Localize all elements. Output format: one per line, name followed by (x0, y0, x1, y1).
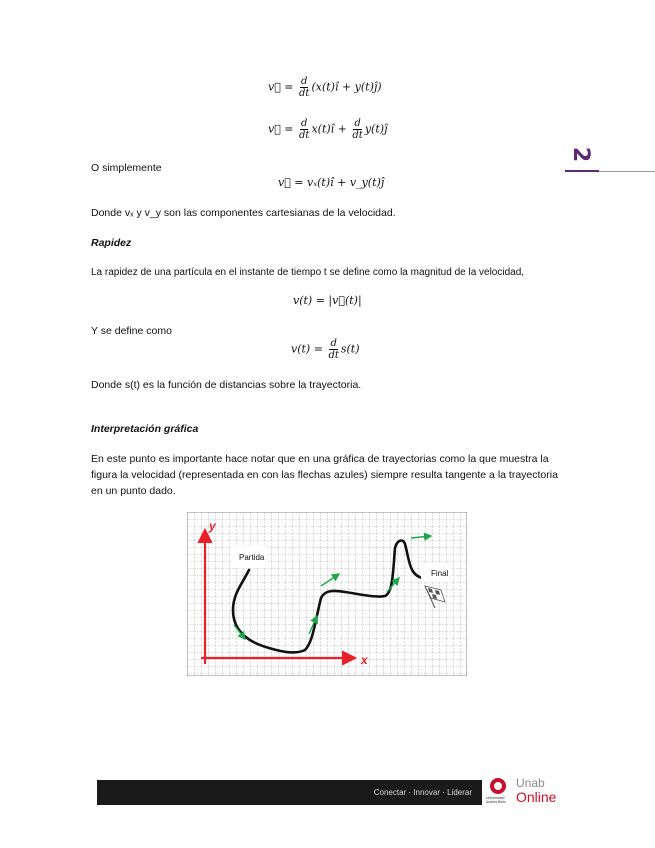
eq5-frac-den: dt (328, 350, 339, 361)
eq1-fraction (299, 76, 309, 99)
university-seal-icon (490, 778, 506, 794)
equation-speed-magnitude: v(t) = |v⃗(t)| (293, 294, 362, 307)
unab-online-logo (486, 776, 566, 810)
rapidez-definition-text: La rapidez de una partícula en el instante de tiempo t se define como la magnitud de la velocidad, (91, 267, 525, 278)
eq5-lhs: v(t) = (291, 342, 327, 356)
eq5-rhs: s(t) (340, 342, 360, 356)
eq2-frac1-den: dt (299, 130, 310, 141)
y-se-define-text: Y se define como (91, 325, 172, 337)
donde-vx-text: Donde vₓ y v_y son las componentes cartesianas de la velocidad. (91, 207, 396, 219)
trajectory-figure-svg (187, 512, 467, 676)
rapidez-heading: Rapidez (91, 237, 132, 249)
start-label: Partida (239, 553, 265, 562)
footer-bar (97, 780, 482, 805)
y-axis-label: y (209, 519, 216, 533)
eq2-frac2-den: dt (352, 130, 363, 141)
x-axis-label: x (361, 653, 368, 667)
eq2-mid: x(t)î + (311, 122, 351, 136)
end-label: Final (431, 569, 449, 578)
trajectory-figure (187, 512, 467, 676)
eq2-frac1-num: d (301, 118, 308, 129)
eq2-fraction-2 (352, 118, 362, 141)
page-number-rule (599, 171, 655, 172)
eq5-fraction (328, 338, 338, 361)
eq1-rhs: (x(t)î + y(t)ĵ) (311, 80, 382, 94)
eq2-rhs: y(t)ĵ (364, 122, 388, 136)
o-simplemente-text: O simplemente (91, 162, 162, 174)
equation-speed-derivative (291, 338, 360, 361)
equation-velocity-derivative (268, 76, 382, 99)
eq2-lhs: v⃗ = (268, 122, 298, 136)
interpretacion-paragraph: En este punto es importante hace notar que en una gráfica de trayectorias como la que muestra la figura la velocidad (representada en con las flechas azules) siempre resulta tangente a la trayectoria en un punto dado. (91, 453, 558, 497)
eq1-frac-num: d (301, 76, 308, 87)
equation-velocity-components-derivative (268, 118, 387, 141)
eq5-frac-num: d (330, 338, 337, 349)
page-number-underline (565, 170, 599, 172)
eq2-frac2-num: d (354, 118, 361, 129)
page-number: 2 (568, 146, 594, 163)
footer-slogan: Conectar · Innovar · Liderar (373, 788, 472, 797)
eq2-fraction-1 (299, 118, 309, 141)
brand-online: Online (516, 789, 557, 805)
equation-velocity-cartesian: v⃗ = vₓ(t)î + v_y(t)ĵ (278, 176, 385, 189)
university-name: Universidad Andrés Bello (486, 796, 506, 804)
donde-s-text: Donde s(t) es la función de distancias sobre la trayectoria. (91, 379, 362, 391)
brand-unab: Unab (516, 776, 545, 790)
eq1-frac-den: dt (299, 88, 310, 99)
eq1-lhs: v⃗ = (268, 80, 298, 94)
interpretacion-heading: Interpretación gráfica (91, 423, 199, 435)
